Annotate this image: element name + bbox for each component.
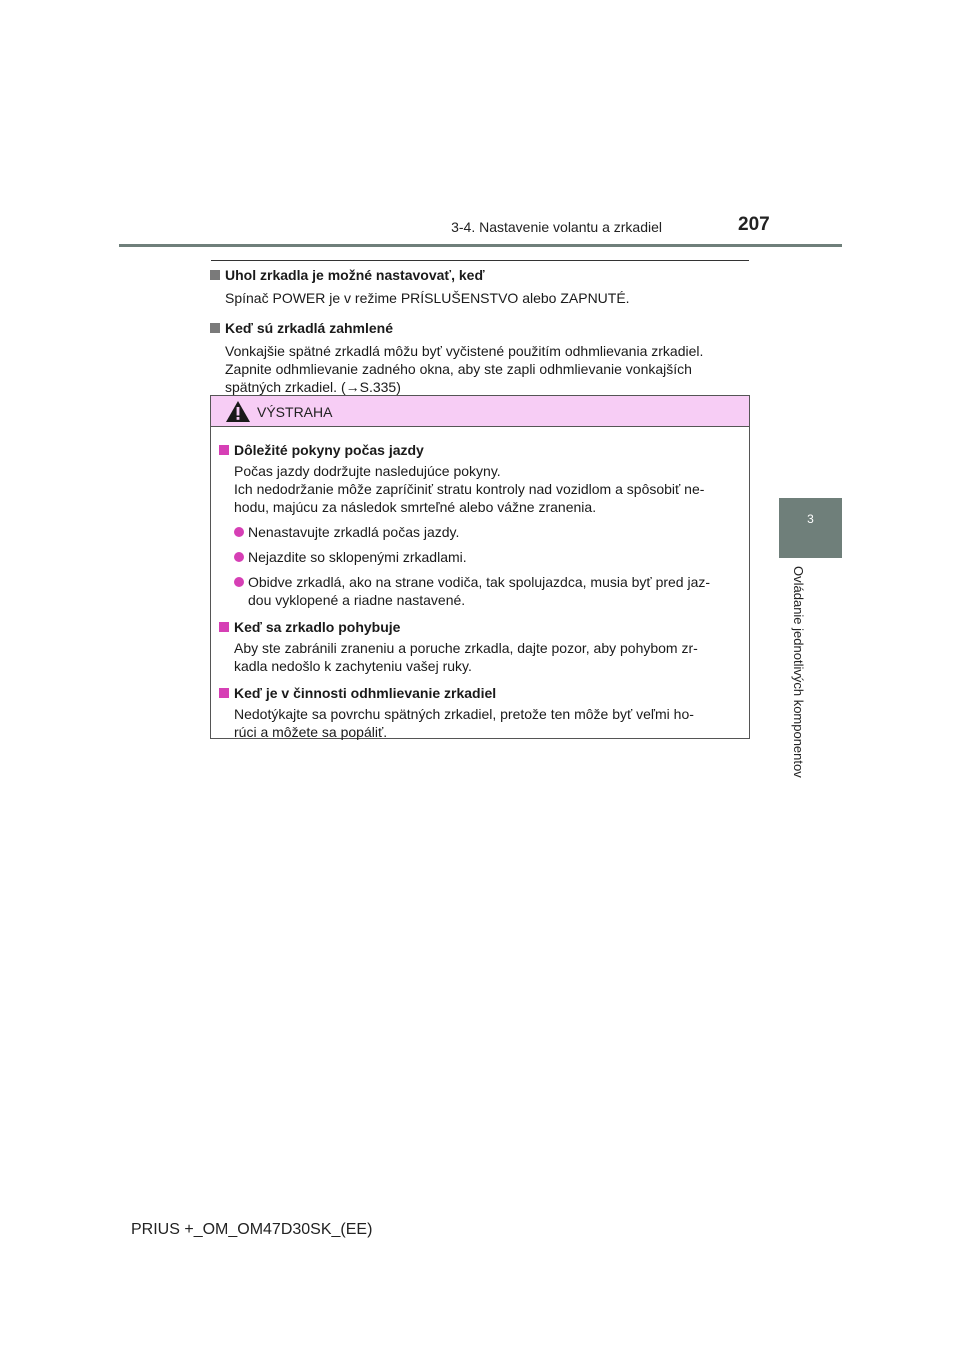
text-line: Počas jazdy dodržujte nasledujúce pokyny. xyxy=(234,463,501,479)
header-rule xyxy=(119,244,842,247)
chapter-number: 3 xyxy=(807,512,814,526)
section-title xyxy=(210,265,750,285)
section-title xyxy=(210,318,750,338)
warning-bullet xyxy=(219,523,741,541)
text-line: dou vyklopené a riadne nastavené. xyxy=(248,592,466,608)
warning-item-title xyxy=(219,683,741,703)
text-line: rúci a môžete sa popáliť. xyxy=(234,724,388,740)
text-line: Nedotýkajte sa povrchu spätných zrkadiel, pretože ten môže byť veľmi ho- xyxy=(234,706,694,722)
text-line: Aby ste zabránili zraneniu a poruche zrkadla, dajte pozor, aby pohybom zr- xyxy=(234,640,698,656)
warning-item-title-text: Dôležité pokyny počas jazdy xyxy=(234,442,424,458)
document-footer: PRIUS +_OM_OM47D30SK_(EE) xyxy=(131,1221,373,1238)
warning-item-body xyxy=(219,639,741,675)
warning-item-title xyxy=(219,617,741,637)
warning-item-body xyxy=(219,462,741,516)
section-title-text: Uhol zrkadla je možné nastavovať, keď xyxy=(225,267,485,283)
text-line: spätných zrkadiel. (→S.335) xyxy=(225,379,401,395)
text-line: Nenastavujte zrkadlá počas jazdy. xyxy=(248,524,460,540)
warning-content xyxy=(211,427,749,741)
warning-header xyxy=(211,396,749,427)
text-line: Ich nedodržanie môže zapríčiniť stratu kontroly nad vozidlom a spôsobiť ne- xyxy=(234,481,705,497)
text-line: Zapnite odhmlievanie zadného okna, aby ste zapli odhmlievanie vonkajších xyxy=(225,361,692,377)
square-bullet-icon xyxy=(210,270,220,280)
warning-bullet xyxy=(219,548,741,566)
square-bullet-icon xyxy=(210,323,220,333)
warning-item-title xyxy=(219,440,741,460)
text-line: Nejazdite so sklopenými zrkadlami. xyxy=(248,549,467,565)
round-bullet-icon xyxy=(234,577,244,587)
square-bullet-icon xyxy=(219,622,229,632)
warning-triangle-icon xyxy=(226,401,250,422)
section-body xyxy=(210,289,750,307)
warning-box xyxy=(210,395,750,739)
chapter-title: Ovládanie jednotlivých komponentov xyxy=(791,566,806,778)
square-bullet-icon xyxy=(219,445,229,455)
warning-label: VÝSTRAHA xyxy=(257,404,333,420)
main-content xyxy=(210,265,750,396)
warning-item-body xyxy=(219,705,741,741)
warning-item-title-text: Keď sa zrkadlo pohybuje xyxy=(234,619,401,635)
text-line: Obidve zrkadlá, ako na strane vodiča, tak spolujazdca, musia byť pred jaz- xyxy=(248,574,711,590)
content-rule xyxy=(211,260,749,261)
chapter-tab xyxy=(779,498,842,558)
text-line: Spínač POWER je v režime PRÍSLUŠENSTVO alebo ZAPNUTÉ. xyxy=(225,290,630,306)
warning-bullet xyxy=(219,573,741,609)
round-bullet-icon xyxy=(234,527,244,537)
warning-item-title-text: Keď je v činnosti odhmlievanie zrkadiel xyxy=(234,685,497,701)
text-line: hodu, majúcu za následok smrteľné alebo vážne zranenia. xyxy=(234,499,597,515)
text-line: Vonkajšie spätné zrkadlá môžu byť vyčistené použitím odhmlievania zrkadiel. xyxy=(225,343,704,359)
square-bullet-icon xyxy=(219,688,229,698)
text-line: kadla nedošlo k zachyteniu vašej ruky. xyxy=(234,658,472,674)
section-title-text: Keď sú zrkadlá zahmlené xyxy=(225,320,394,336)
section-header: 3-4. Nastavenie volantu a zrkadiel xyxy=(451,219,662,235)
section-body xyxy=(210,342,750,396)
round-bullet-icon xyxy=(234,552,244,562)
page-number: 207 xyxy=(738,214,770,235)
